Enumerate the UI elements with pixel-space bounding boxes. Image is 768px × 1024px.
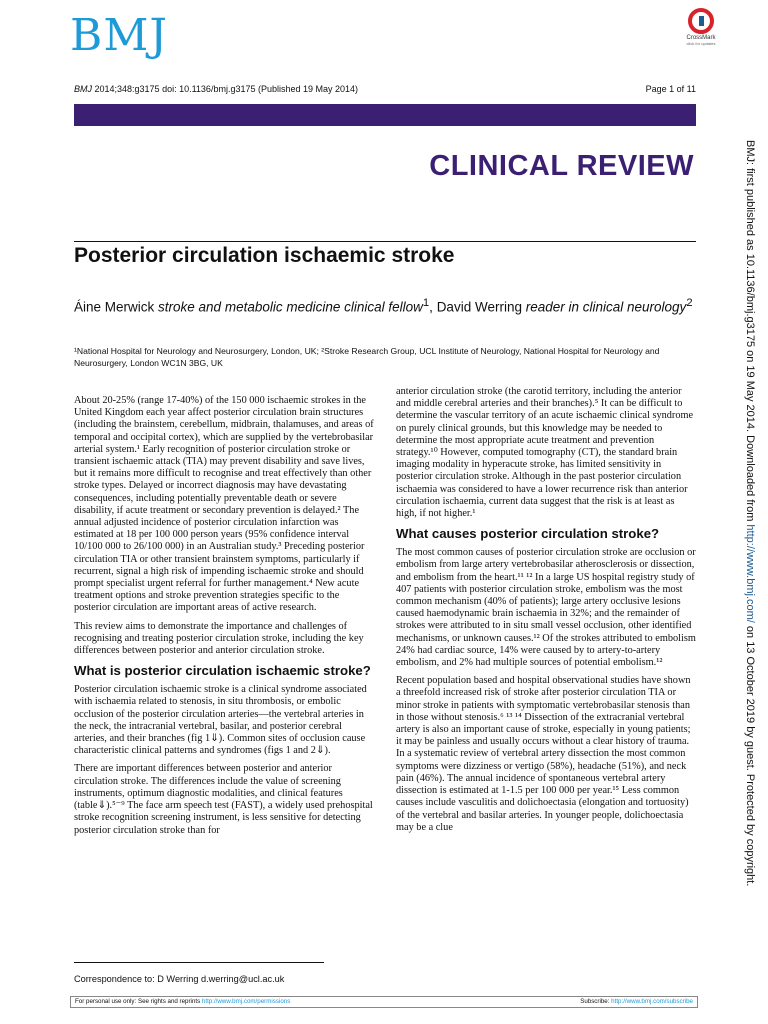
- bmj-logo: BMJ: [70, 10, 169, 61]
- paragraph: There are important differences between posterior and anterior circulation stroke. The differences include the value of screening instruments, optimum diagnostic modalities, and clinical features (table⇓).⁵⁻⁹ The face arm speech test (FAST), a widely used prehospital stroke recognition screening instrument, is less sensitive for detecting posterior circulation stroke than for: [74, 763, 373, 836]
- author2-name: David Werring: [436, 299, 526, 315]
- crossmark-sublabel: click for updates: [686, 41, 716, 46]
- citation-journal: BMJ: [74, 84, 92, 94]
- footer-rights: [75, 997, 290, 1007]
- citation-details: 2014;348:g3175 doi: 10.1136/bmj.g3175 (Published 19 May 2014): [92, 84, 359, 94]
- header-bar: [74, 104, 696, 126]
- crossmark-label: CrossMark: [686, 35, 716, 41]
- sidebar-text-pre: BMJ: first published as 10.1136/bmj.g3175 on 19 May 2014. Downloaded from: [744, 140, 756, 525]
- bmj-site-link[interactable]: http://www.bmj.com/: [744, 524, 756, 623]
- paragraph: About 20-25% (range 17-40%) of the 150 000 ischaemic strokes in the United Kingdom each year affect posterior circulation brain structures (including the brainstem, cerebellum, midbrain, thalamuses, and areas of temporal and occipital cortex), which are supplied by the vertebrobasilar arterial system.¹ Early recognition of posterior circulation stroke or transient ischaemic attack (TIA) may prevent disability and save lives, but it remains more difficult to recognise and treat effectively than other stroke types. Delayed or incorrect diagnosis may have devastating consequences, including potentially preventable death or severe disability, if acute treatment or secondary prevention is delayed.² The annual adjusted incidence of posterior circulation infarction was estimated at 18 per 100 000 person years (95% confidence interval 10/100 000 to 26/100 000) in an Australian study.³ Preceding posterior circulation TIA or other transient brainstem symptoms, particularly if recurrent, signal a high risk of impending ischaemic stroke and should prompt specialist urgent referral for further management.⁴ New acute treatment options and stroke prevention strategies specific to the posterior circulation are important areas of active research.: [74, 395, 374, 614]
- left-column: [74, 395, 374, 843]
- paragraph: anterior circulation stroke (the carotid territory, including the anterior and middle cerebral arteries and their branches).⁵ It can be difficult to determine the vascular territory of an acute ischaemic clinical syndrome on purely clinical grounds, but this knowledge may be needed to determine the most appropriate acute treatment and prevention strategy.¹⁰ However, computed tomography (CT), the standard brain imaging modality in hyperacute stroke, has limited sensitivity in posterior circulation stroke. Although in the past posterior circulation ischaemia was considered to have a lower recurrence risk than anterior circulation ischaemia, current data suggest that the risk is at least as high, if not higher.¹: [396, 386, 694, 520]
- page-number: Page 1 of 11: [645, 84, 696, 94]
- footer-rights-label: For personal use only: See rights and reprints: [75, 998, 202, 1005]
- copyright-sidebar-text: [744, 140, 756, 886]
- crossmark-badge[interactable]: [684, 8, 718, 54]
- article-title: Posterior circulation ischaemic stroke: [74, 244, 455, 267]
- author1-name: Áine Merwick: [74, 299, 159, 315]
- footnote-divider: [74, 962, 324, 963]
- author1-affil-ref: 1: [422, 297, 430, 309]
- paragraph: Recent population based and hospital observational studies have shown a threefold increased risk of stroke after posterior circulation TIA or minor stroke in patients with symptomatic vertebrobasilar stenosis than in those without stenosis.⁶ ¹³ ¹⁴ Dissection of the extracranial vertebral artery is also an important cause of stroke, especially in young patients; it may be painless and usually occurs without a clear history of trauma. In a systematic review of vertebral artery dissection the most common symptoms were dizziness or vertigo (58%), headache (51%), and neck pain (46%). The annual incidence of spontaneous vertebral artery dissection is estimated at 1-1.5 per 100 000 per year.¹⁵ Less common causes include vasculitis and dolichoectasia (elongation and tortuosity) of the vertebral and basilar arteries. In younger people, dolichoectasia may be a clue: [396, 675, 691, 833]
- copyright-sidebar: [744, 140, 757, 887]
- title-divider: [74, 241, 696, 242]
- author-line: [74, 294, 694, 317]
- author2-role: reader in clinical neurology: [525, 299, 687, 315]
- paragraph: Posterior circulation ischaemic stroke is a clinical syndrome associated with ischaemia related to stenosis, in situ thrombosis, or embolic occlusion of the posterior circulation arteries—the vertebral arteries in the neck, the intracranial vertebral, basilar, and posterior cerebral arteries, and their branches (fig 1⇓). Common sites of occlusion cause characteristic clinical patterns and syndromes (figs 1 and 2⇓).: [74, 684, 367, 757]
- correspondence-note: Correspondence to: D Werring d.werring@ucl.ac.uk: [74, 974, 285, 984]
- right-column: [396, 386, 696, 840]
- crossmark-icon: [688, 8, 714, 34]
- page-footer: [70, 996, 698, 1008]
- sidebar-text-post: on 13 October 2019 by guest. Protected by copyright.: [744, 622, 756, 887]
- author2-affil-ref: 2: [686, 297, 693, 309]
- footer-subscribe: [580, 997, 693, 1007]
- affiliations: ¹National Hospital for Neurology and Neurosurgery, London, UK; ²Stroke Research Group, UCL Institute of Neurology, National Hospital for Neurology and Neurosurgery, London WC1N 3BG, UK: [74, 346, 660, 368]
- paragraph: This review aims to demonstrate the importance and challenges of recognising and treating posterior circulation stroke, including the key differences between posterior and anterior circulation stroke.: [74, 620, 364, 657]
- section-title: CLINICAL REVIEW: [429, 150, 694, 182]
- permissions-link[interactable]: http://www.bmj.com/permissions: [201, 998, 291, 1005]
- author1-role: stroke and metabolic medicine clinical fellow: [158, 299, 423, 315]
- paragraph: The most common causes of posterior circulation stroke are occlusion or embolism from large artery vertebrobasilar atherosclerosis or dissection, and embolism from the heart.¹¹ ¹² In a large US hospital registry study of 407 patients with posterior circulation stroke, embolism was the most common mechanism (40% of patients); large artery occlusive lesions caused haemodynamic brain ischaemia in 32%; and the remainder of strokes were attributed to in situ small vessel occlusion, other identified mechanisms, or unknown causes.¹² Of the strokes attributed to embolism 24% had cardiac source, 14% were caused by to artery-to-artery embolism, and 2% had multiple sources of potential embolism.¹²: [396, 547, 696, 669]
- section-heading: What is posterior circulation ischaemic stroke?: [74, 663, 371, 679]
- citation-line: [74, 84, 358, 94]
- author-separator: ,: [429, 299, 437, 315]
- footer-subscribe-label: Subscribe:: [580, 998, 612, 1005]
- section-heading: What causes posterior circulation stroke?: [396, 526, 660, 542]
- subscribe-link[interactable]: http://www.bmj.com/subscribe: [611, 998, 693, 1005]
